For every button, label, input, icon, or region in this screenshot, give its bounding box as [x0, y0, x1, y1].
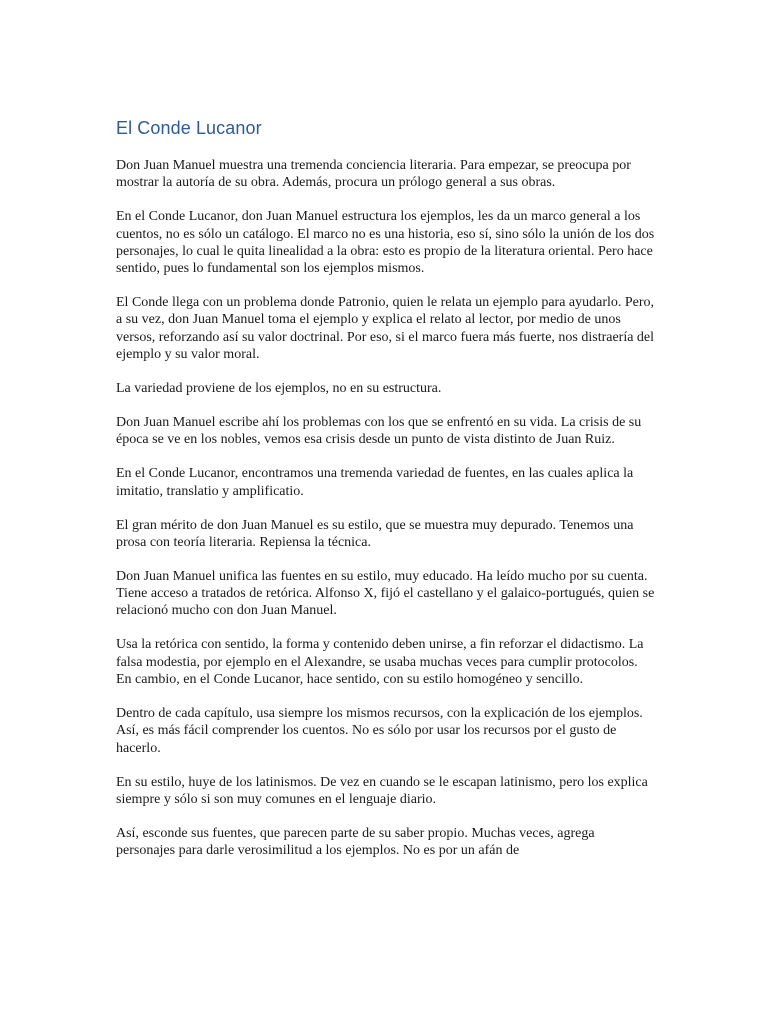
document-body — [116, 157, 656, 876]
paragraph-12: Así, esconde sus fuentes, que parecen parte de su saber propio. Muchas veces, agrega personajes para darle verosimilitud a los ejemplos. No es por un afán de — [116, 825, 595, 859]
paragraph-3: El Conde llega con un problema donde Patronio, quien le relata un ejemplo para ayudarlo. Pero, a su vez, don Juan Manuel toma el ejemplo y explica el relato al lector, por medio de unos versos, reforzando así su valor doctrinal. Por eso, si el marco fuera más fuerte, nos distraería del ejemplo y su valor moral. — [116, 295, 655, 363]
paragraph-8: Don Juan Manuel unifica las fuentes en su estilo, muy educado. Ha leído mucho por su cuenta. Tiene acceso a tratados de retórica. Alfonso X, fijó el castellano y el galaico-portugués, quien se relacionó mucho con don Juan Manuel. — [116, 568, 655, 619]
paragraph-2: En el Conde Lucanor, don Juan Manuel estructura los ejemplos, les da un marco general a los cuentos, no es sólo un catálogo. El marco no es una historia, eso sí, sino sólo la unión de los dos personajes, lo cual le quita linealidad a la obra: esto es propio de la literatura oriental. Pero hace sentido, pues lo fundamental son los ejemplos mismos. — [116, 209, 655, 277]
paragraph-5: Don Juan Manuel escribe ahí los problemas con los que se enfrentó en su vida. La crisis de su época se ve en los nobles, vemos esa crisis desde un punto de vista distinto de Juan Ruiz. — [116, 415, 642, 448]
paragraph-7: El gran mérito de don Juan Manuel es su estilo, que se muestra muy depurado. Tenemos una prosa con teoría literaria. Repiensa la técnica. — [116, 517, 634, 550]
paragraph-10: Dentro de cada capítulo, usa siempre los mismos recursos, con la explicación de los ejemplos. Así, es más fácil comprender los cuentos. No es sólo por usar los recursos por el gusto de hacerlo. — [116, 706, 643, 756]
document-title: El Conde Lucanor — [116, 118, 262, 138]
paragraph-9: Usa la retórica con sentido, la forma y contenido deben unirse, a fin reforzar el didactismo. La falsa modestia, por ejemplo en el Alexandre, se usaba muchas veces para cumplir protocolos. En cambio, en el Conde Lucanor, hace sentido, con su estilo homogéneo y sencillo. — [116, 637, 644, 688]
paragraph-11: En su estilo, huye de los latinismos. De vez en cuando se le escapan latinismo, pero los explica siempre y sólo si son muy comunes en el lenguaje diario. — [116, 774, 648, 807]
paragraph-6: En el Conde Lucanor, encontramos una tremenda variedad de fuentes, en las cuales aplica la imitatio, translatio y amplificatio. — [116, 466, 634, 499]
paragraph-4: La variedad proviene de los ejemplos, no en su estructura. — [116, 381, 442, 397]
paragraph-1: Don Juan Manuel muestra una tremenda conciencia literaria. Para empezar, se preocupa por mostrar la autoría de su obra. Además, procura un prólogo general a sus obras. — [116, 158, 631, 191]
